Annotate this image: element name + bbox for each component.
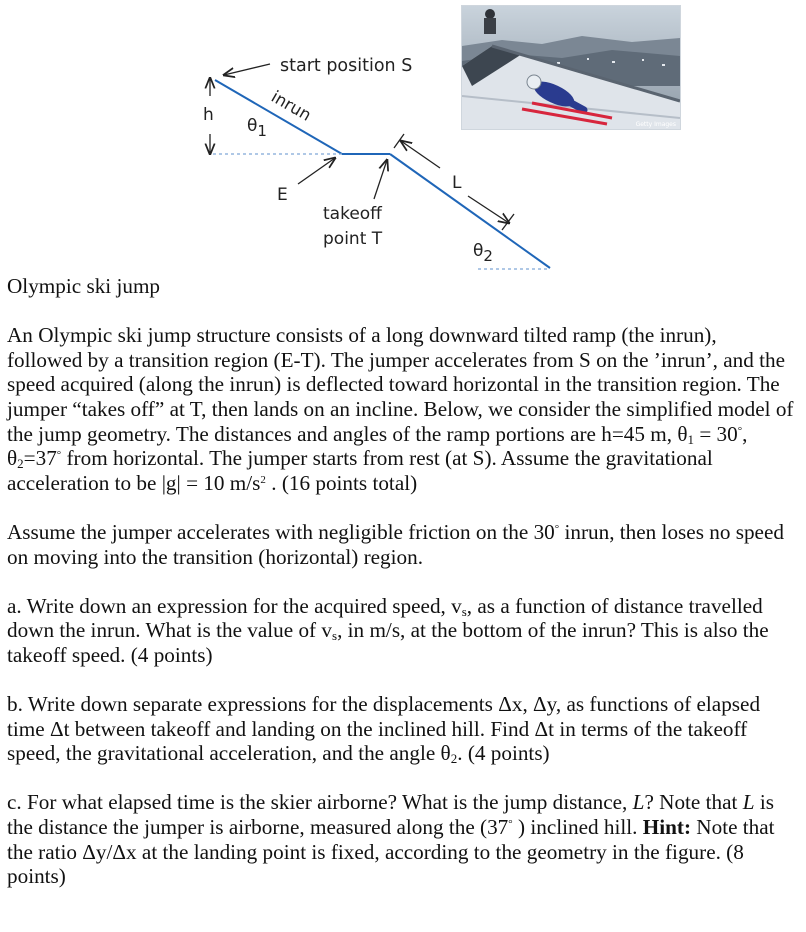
landing-hill (390, 154, 550, 268)
inrun-label: inrun (268, 87, 315, 125)
problem-text (7, 274, 797, 913)
l-arrow-lower (468, 196, 509, 223)
photo-watermark: Getty Images (635, 121, 676, 128)
theta1-label: θ1 (247, 116, 267, 140)
takeoff-label-line2: point T (323, 229, 383, 249)
part-b: b. Write down separate expressions for the displacements Δx, Δy, as functions of elapsed time Δt between takeoff and landing on the inclined hill. Find Δt in terms of the takeoff speed, the gravitational acceleration, and the angle $\theta_2$. (4 points) (7, 692, 761, 767)
takeoff-label-line1: takeoff (323, 204, 382, 224)
ski-jump-diagram (0, 0, 806, 280)
theta2-label: θ2 (473, 241, 493, 265)
part-a: a. Write down an expression for the acquired speed, $v_s$, as a function of distance travelled down the inrun. What is the value of $v_s$, in m/s, at the bottom of the inrun? This is also the takeoff speed. (4 points) (7, 593, 769, 667)
l-label: L (452, 173, 462, 193)
takeoff-arrow (374, 160, 387, 199)
h-label: h (203, 105, 214, 125)
intro-paragraph: An Olympic ski jump structure consists of a long downward tilted ramp (the inrun), followed by a transition region (E-T). The jumper accelerates from S on the ’inrun’, and the speed acquired (along the inrun) is deflected toward horizontal in the transition region. The jumper “takes off” at T, then lands on an incline. Below, we consider the simplified model of the jump geometry. The distances and angles of the ramp portions are h=45 m, $\theta_1 = 30^\circ$, $\theta_2=37^\circ$ from horizontal. The jumper starts from rest (at S). Assume the gravitational acceleration to be |g| = 10 $m/s^2$ . (16 points total) (7, 323, 794, 495)
part-c: c. For what elapsed time is the skier airborne? What is the jump distance, L? Note that L is the distance the jumper is airborne, measured along the (37° ) inclined hill. Hint: Note that the ratio Δy/Δx at the landing point is fixed, according to the geometry in the figure. (8 points) (7, 790, 775, 889)
ski-jumper-photo (461, 5, 681, 130)
l-tick-top (394, 134, 404, 148)
hint-label: Hint: (642, 815, 691, 840)
assumption-paragraph: Assume the jumper accelerates with negligible friction on the 30° inrun, then loses no speed on moving into the transition (horizontal) region. (7, 519, 784, 569)
problem-title: Olympic ski jump (7, 274, 161, 298)
start-position-label: start position S (280, 56, 413, 76)
l-arrow-upper (401, 141, 440, 168)
e-arrow (298, 158, 335, 184)
start-arrow (224, 64, 270, 75)
e-label: E (277, 185, 288, 205)
